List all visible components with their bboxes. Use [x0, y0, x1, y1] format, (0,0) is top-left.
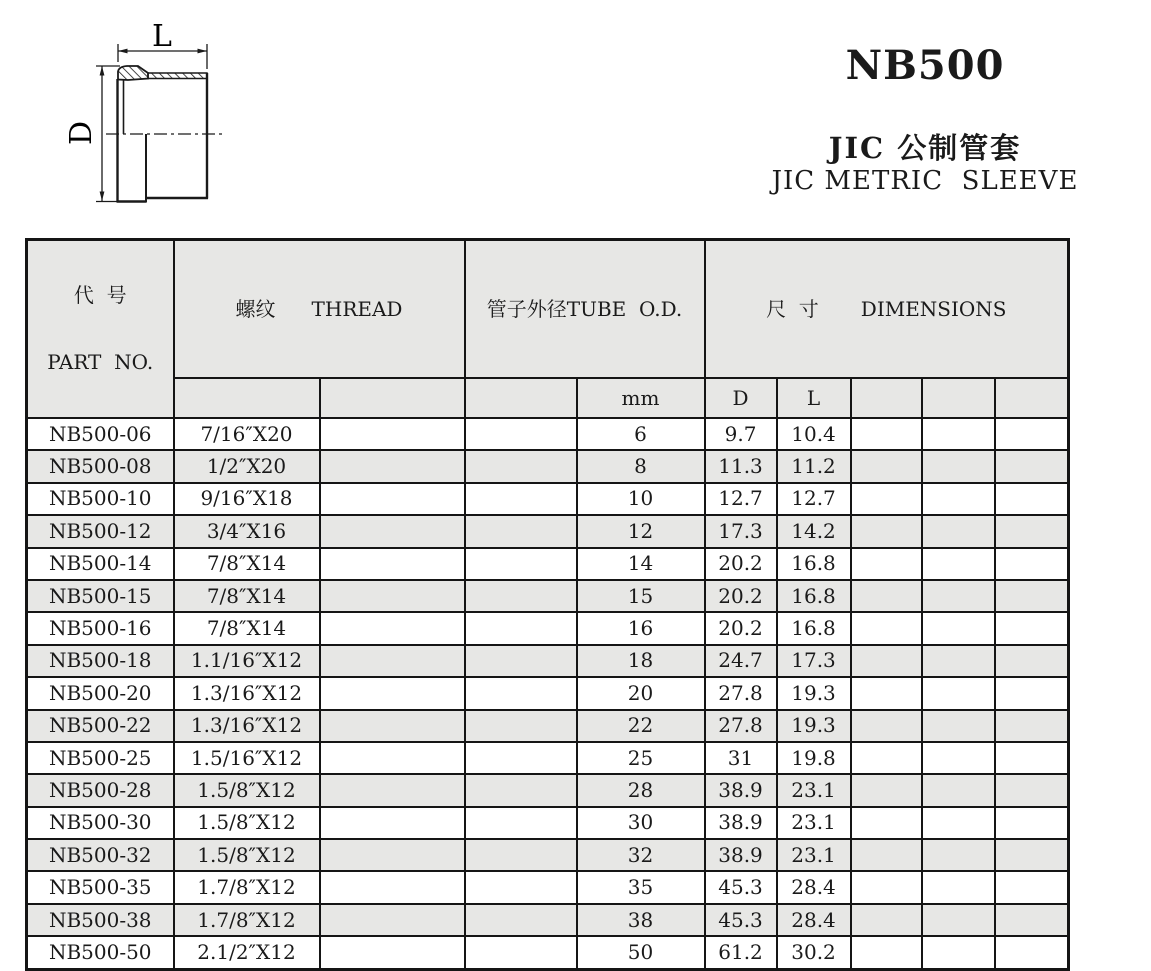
extra-cell-1: [851, 904, 922, 936]
extra-cell-3: [995, 871, 1069, 903]
thread-cell: 3/4″X16: [174, 515, 320, 547]
extra-cell-1: [851, 612, 922, 644]
extra-cell-1: [851, 483, 922, 515]
part-no-cell: NB500-15: [27, 580, 174, 612]
extra-cell-3: [995, 904, 1069, 936]
extra-cell-2: [922, 515, 995, 547]
dim-l-cell: 16.8: [777, 612, 851, 644]
extra-cell-1: [851, 839, 922, 871]
dim-d-cell: 38.9: [705, 807, 777, 839]
extra-cell-2: [922, 418, 995, 450]
extra-cell-1: [851, 936, 922, 969]
extra-cell-1: [851, 807, 922, 839]
tube-od-mm-cell: 12: [577, 515, 705, 547]
thread-extra-cell: [320, 904, 465, 936]
dim-d-cell: 11.3: [705, 450, 777, 482]
header-extra-3: [995, 378, 1069, 418]
header-extra-1: [851, 378, 922, 418]
dim-l-cell: 23.1: [777, 807, 851, 839]
thread-extra-cell: [320, 774, 465, 806]
tube-od-mm-cell: 35: [577, 871, 705, 903]
tube-od-extra-cell: [465, 515, 577, 547]
table-row: [27, 580, 1069, 612]
header-dimensions-group: [705, 240, 1069, 379]
thread-cell: 1.1/16″X12: [174, 645, 320, 677]
dim-d-cell: 27.8: [705, 677, 777, 709]
extra-cell-2: [922, 904, 995, 936]
extra-cell-1: [851, 548, 922, 580]
extra-cell-1: [851, 580, 922, 612]
dim-d-cell: 20.2: [705, 548, 777, 580]
extra-cell-3: [995, 612, 1069, 644]
thread-extra-cell: [320, 742, 465, 774]
header-tube-od-group: [465, 240, 705, 379]
thread-cell: 1.3/16″X12: [174, 677, 320, 709]
tube-od-extra-cell: [465, 645, 577, 677]
table-row: [27, 936, 1069, 969]
tube-od-extra-cell: [465, 450, 577, 482]
extra-cell-2: [922, 807, 995, 839]
thread-cell: 1.7/8″X12: [174, 904, 320, 936]
header-mm: mm: [577, 378, 705, 418]
tube-od-mm-cell: 32: [577, 839, 705, 871]
extra-cell-2: [922, 936, 995, 969]
dim-l-cell: 23.1: [777, 774, 851, 806]
thread-extra-cell: [320, 871, 465, 903]
extra-cell-3: [995, 807, 1069, 839]
extra-cell-1: [851, 742, 922, 774]
table-row: [27, 839, 1069, 871]
header-part-no-en: PART NO.: [47, 350, 154, 374]
extra-cell-2: [922, 677, 995, 709]
table-row: [27, 515, 1069, 547]
header-thread-cn: 螺纹: [235, 296, 276, 321]
extra-cell-3: [995, 677, 1069, 709]
header-thread-sub2: [320, 378, 465, 418]
table-row: [27, 710, 1069, 742]
header-part-no-cn: 代 号: [73, 283, 127, 307]
thread-extra-cell: [320, 710, 465, 742]
thread-cell: 2.1/2″X12: [174, 936, 320, 969]
part-no-cell: NB500-14: [27, 548, 174, 580]
table-header: [27, 240, 1069, 419]
tube-od-extra-cell: [465, 483, 577, 515]
thread-cell: 1.5/8″X12: [174, 774, 320, 806]
parts-table: [25, 238, 1070, 971]
extra-cell-3: [995, 483, 1069, 515]
extra-cell-2: [922, 580, 995, 612]
thread-cell: 7/8″X14: [174, 612, 320, 644]
thread-cell: 1.7/8″X12: [174, 871, 320, 903]
header-part-no: [27, 240, 174, 419]
header-tube-od-sub1: [465, 378, 577, 418]
extra-cell-1: [851, 774, 922, 806]
table-row: [27, 645, 1069, 677]
extra-cell-3: [995, 839, 1069, 871]
extra-cell-3: [995, 580, 1069, 612]
table-row: [27, 483, 1069, 515]
part-no-cell: NB500-50: [27, 936, 174, 969]
extra-cell-2: [922, 450, 995, 482]
extra-cell-1: [851, 677, 922, 709]
extra-cell-3: [995, 774, 1069, 806]
tube-od-mm-cell: 22: [577, 710, 705, 742]
tube-od-extra-cell: [465, 612, 577, 644]
tube-od-mm-cell: 10: [577, 483, 705, 515]
extra-cell-3: [995, 450, 1069, 482]
part-no-cell: NB500-06: [27, 418, 174, 450]
part-no-cell: NB500-28: [27, 774, 174, 806]
table-body: [27, 418, 1069, 969]
part-no-cell: NB500-18: [27, 645, 174, 677]
thread-cell: 7/8″X14: [174, 580, 320, 612]
table-row: [27, 904, 1069, 936]
header-thread-group: [174, 240, 465, 379]
tube-od-mm-cell: 16: [577, 612, 705, 644]
tube-od-mm-cell: 30: [577, 807, 705, 839]
dim-l-cell: 23.1: [777, 839, 851, 871]
tube-od-extra-cell: [465, 774, 577, 806]
table-row: [27, 450, 1069, 482]
extra-cell-1: [851, 871, 922, 903]
tube-od-mm-cell: 6: [577, 418, 705, 450]
tube-od-extra-cell: [465, 904, 577, 936]
technical-drawing: [55, 18, 245, 223]
part-no-cell: NB500-30: [27, 807, 174, 839]
extra-cell-1: [851, 515, 922, 547]
thread-cell: 7/8″X14: [174, 548, 320, 580]
tube-od-mm-cell: 20: [577, 677, 705, 709]
dim-d-cell: 38.9: [705, 839, 777, 871]
tube-od-extra-cell: [465, 936, 577, 969]
dim-d-cell: 9.7: [705, 418, 777, 450]
model-title: NB500: [845, 42, 1005, 89]
dim-l-cell: 16.8: [777, 580, 851, 612]
table-row: [27, 871, 1069, 903]
thread-extra-cell: [320, 839, 465, 871]
tube-od-mm-cell: 18: [577, 645, 705, 677]
thread-extra-cell: [320, 645, 465, 677]
dim-l-cell: 12.7: [777, 483, 851, 515]
dim-l-cell: 19.3: [777, 710, 851, 742]
tube-od-mm-cell: 28: [577, 774, 705, 806]
header-dimensions-en: DIMENSIONS: [860, 296, 1007, 321]
dim-l-cell: 16.8: [777, 548, 851, 580]
dim-l-cell: 28.4: [777, 871, 851, 903]
table-row: [27, 742, 1069, 774]
dim-d-cell: 24.7: [705, 645, 777, 677]
tube-od-extra-cell: [465, 807, 577, 839]
product-title-cn: JIC 公制管套: [828, 131, 1022, 165]
extra-cell-1: [851, 450, 922, 482]
tube-od-mm-cell: 25: [577, 742, 705, 774]
thread-cell: 1.5/8″X12: [174, 839, 320, 871]
dim-l-cell: 17.3: [777, 645, 851, 677]
part-no-cell: NB500-38: [27, 904, 174, 936]
dim-d-cell: 45.3: [705, 904, 777, 936]
tube-od-mm-cell: 8: [577, 450, 705, 482]
dim-d-cell: 38.9: [705, 774, 777, 806]
table-row: [27, 807, 1069, 839]
tube-od-extra-cell: [465, 418, 577, 450]
extra-cell-3: [995, 548, 1069, 580]
dim-d-cell: 31: [705, 742, 777, 774]
thread-extra-cell: [320, 807, 465, 839]
thread-cell: 1.5/8″X12: [174, 807, 320, 839]
dim-l-cell: 10.4: [777, 418, 851, 450]
thread-extra-cell: [320, 612, 465, 644]
tube-od-extra-cell: [465, 580, 577, 612]
thread-cell: 1/2″X20: [174, 450, 320, 482]
dim-d-cell: 20.2: [705, 612, 777, 644]
part-no-cell: NB500-20: [27, 677, 174, 709]
header-thread-en: THREAD: [311, 296, 403, 321]
dim-l-cell: 19.3: [777, 677, 851, 709]
extra-cell-2: [922, 774, 995, 806]
thread-extra-cell: [320, 677, 465, 709]
extra-cell-3: [995, 710, 1069, 742]
table-row: [27, 677, 1069, 709]
table-row: [27, 612, 1069, 644]
extra-cell-2: [922, 710, 995, 742]
product-title-en: JIC METRIC SLEEVE: [771, 166, 1079, 196]
table-row: [27, 548, 1069, 580]
dim-d-cell: 12.7: [705, 483, 777, 515]
extra-cell-2: [922, 645, 995, 677]
thread-cell: 9/16″X18: [174, 483, 320, 515]
extra-cell-3: [995, 936, 1069, 969]
dim-l-label: L: [152, 19, 172, 54]
dim-l-cell: 30.2: [777, 936, 851, 969]
tube-od-extra-cell: [465, 710, 577, 742]
tube-od-extra-cell: [465, 548, 577, 580]
part-no-cell: NB500-22: [27, 710, 174, 742]
dim-d-cell: 27.8: [705, 710, 777, 742]
header-dim-d: D: [705, 378, 777, 418]
extra-cell-1: [851, 418, 922, 450]
dim-l-cell: 19.8: [777, 742, 851, 774]
tube-od-mm-cell: 15: [577, 580, 705, 612]
tube-od-mm-cell: 50: [577, 936, 705, 969]
part-no-cell: NB500-10: [27, 483, 174, 515]
tube-od-extra-cell: [465, 871, 577, 903]
thread-cell: 7/16″X20: [174, 418, 320, 450]
tube-od-extra-cell: [465, 839, 577, 871]
extra-cell-2: [922, 612, 995, 644]
tube-od-extra-cell: [465, 677, 577, 709]
header-dimensions-cn: 尺 寸: [766, 296, 819, 321]
extra-cell-3: [995, 645, 1069, 677]
header-tube-od-en: TUBE O.D.: [566, 296, 683, 321]
tube-od-mm-cell: 14: [577, 548, 705, 580]
extra-cell-3: [995, 418, 1069, 450]
dim-l-cell: 11.2: [777, 450, 851, 482]
thread-extra-cell: [320, 483, 465, 515]
header-dim-l: L: [777, 378, 851, 418]
dim-d-label: D: [64, 120, 99, 146]
part-no-cell: NB500-08: [27, 450, 174, 482]
thread-extra-cell: [320, 580, 465, 612]
header-thread-sub1: [174, 378, 320, 418]
part-no-cell: NB500-16: [27, 612, 174, 644]
thread-extra-cell: [320, 548, 465, 580]
extra-cell-3: [995, 515, 1069, 547]
tube-od-mm-cell: 38: [577, 904, 705, 936]
thread-extra-cell: [320, 418, 465, 450]
extra-cell-1: [851, 645, 922, 677]
extra-cell-3: [995, 742, 1069, 774]
thread-extra-cell: [320, 936, 465, 969]
tube-od-extra-cell: [465, 742, 577, 774]
extra-cell-1: [851, 710, 922, 742]
part-no-cell: NB500-25: [27, 742, 174, 774]
extra-cell-2: [922, 871, 995, 903]
table-row: [27, 774, 1069, 806]
dim-d-cell: 20.2: [705, 580, 777, 612]
dim-l-cell: 14.2: [777, 515, 851, 547]
thread-cell: 1.3/16″X12: [174, 710, 320, 742]
dim-d-cell: 45.3: [705, 871, 777, 903]
thread-cell: 1.5/16″X12: [174, 742, 320, 774]
thread-extra-cell: [320, 450, 465, 482]
extra-cell-2: [922, 839, 995, 871]
thread-extra-cell: [320, 515, 465, 547]
dim-d-cell: 61.2: [705, 936, 777, 969]
part-no-cell: NB500-32: [27, 839, 174, 871]
extra-cell-2: [922, 548, 995, 580]
extra-cell-2: [922, 483, 995, 515]
part-no-cell: NB500-12: [27, 515, 174, 547]
part-no-cell: NB500-35: [27, 871, 174, 903]
header-tube-od-cn: 管子外径: [486, 296, 567, 321]
header-extra-2: [922, 378, 995, 418]
table-row: [27, 418, 1069, 450]
extra-cell-2: [922, 742, 995, 774]
dim-d-cell: 17.3: [705, 515, 777, 547]
dim-l-cell: 28.4: [777, 904, 851, 936]
